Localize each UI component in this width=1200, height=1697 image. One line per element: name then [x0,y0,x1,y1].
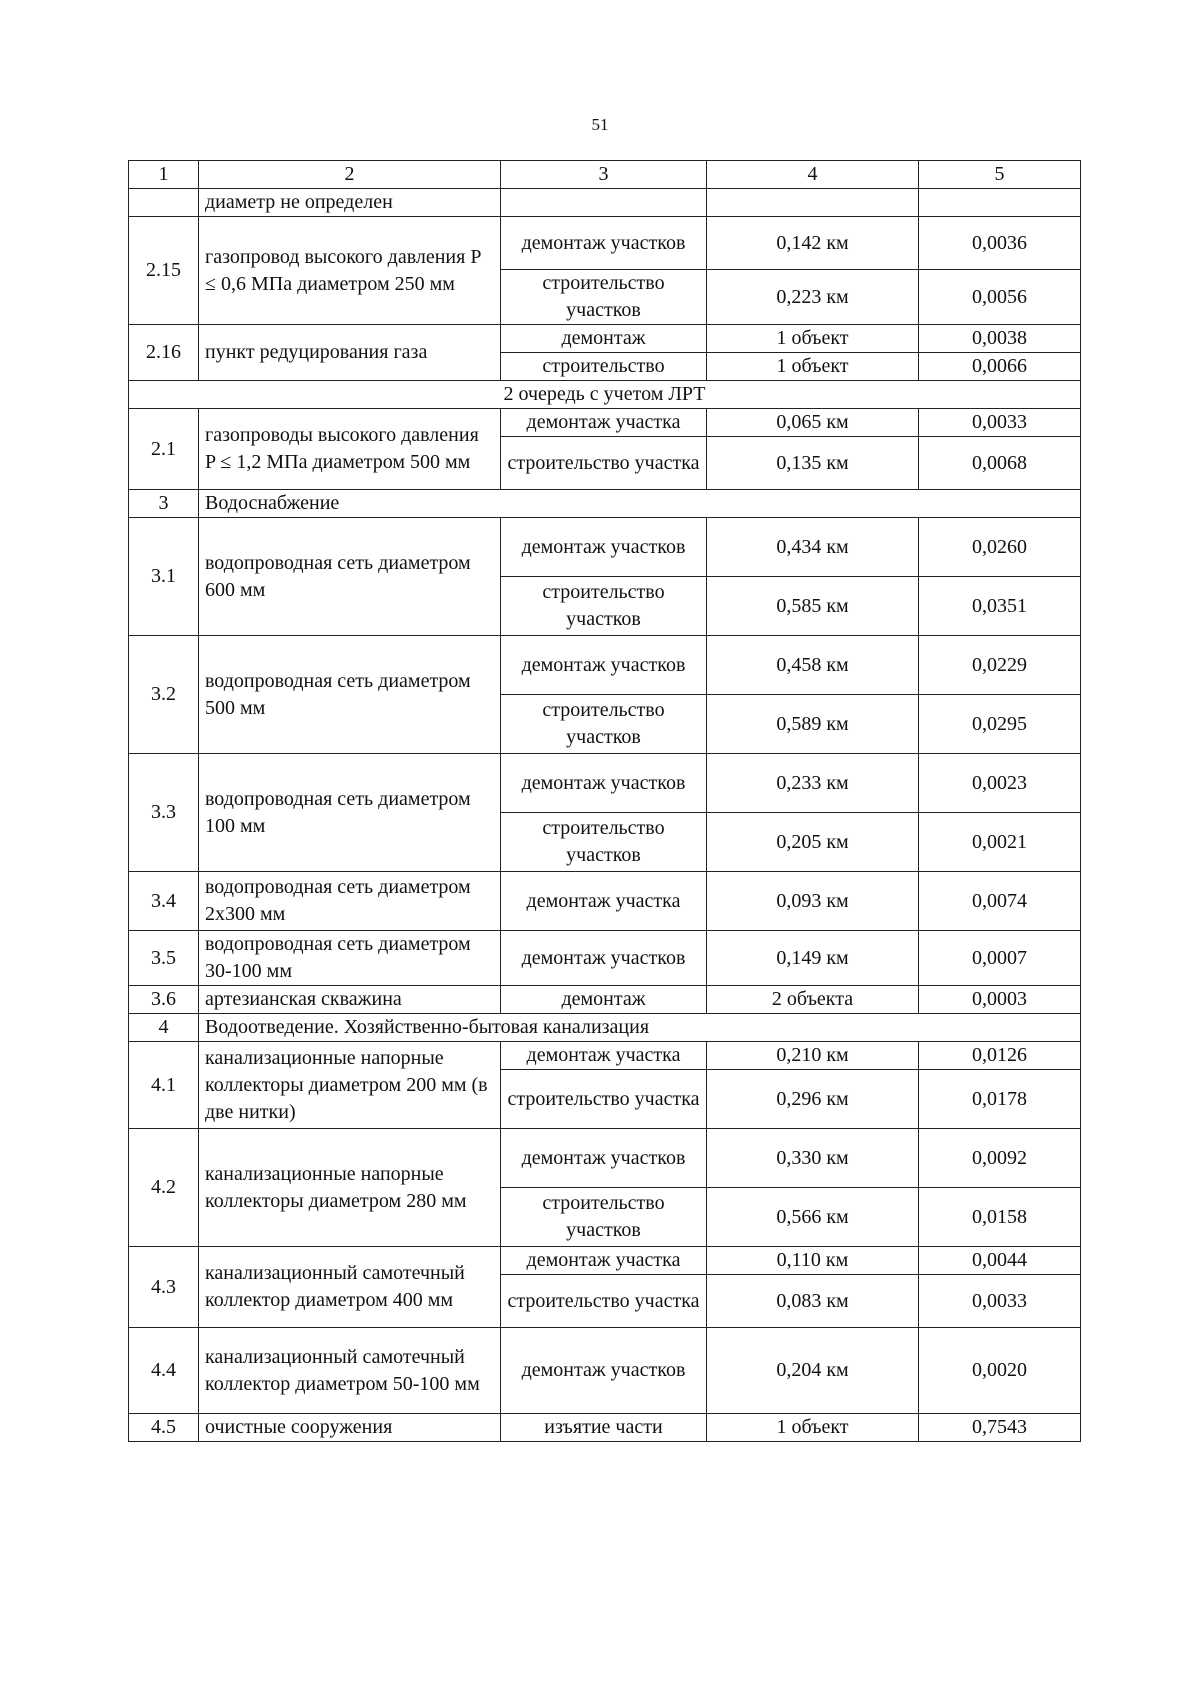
action-cell: строительство участков [501,813,707,872]
object-name: артезианская скважина [199,986,501,1014]
value-cell: 0,0126 [919,1042,1081,1070]
action-cell: демонтаж [501,986,707,1014]
quantity-cell: 0,093 км [707,872,919,931]
action-cell: строительство участков [501,1188,707,1247]
value-cell: 0,0158 [919,1188,1081,1247]
row-number: 3.5 [129,931,199,986]
quantity-cell: 0,110 км [707,1247,919,1275]
quantity-cell: 0,585 км [707,577,919,636]
quantity-cell: 0,135 км [707,437,919,490]
action-cell: демонтаж участков [501,1328,707,1414]
value-cell: 0,0092 [919,1129,1081,1188]
value-cell: 0,0178 [919,1070,1081,1129]
table-row [129,1414,1081,1442]
object-name: газопровод высокого давления P ≤ 0,6 МПа диаметром 250 мм [199,217,501,325]
section-title: Водоснабжение [199,490,1081,518]
quantity-cell: 1 объект [707,353,919,381]
column-header: 1 [129,161,199,189]
action-cell: изъятие части [501,1414,707,1442]
page-number: 51 [591,115,609,134]
value-cell: 0,0260 [919,518,1081,577]
section-row [129,1014,1081,1042]
section-row [129,490,1081,518]
row-number: 3.4 [129,872,199,931]
value-cell: 0,0003 [919,986,1081,1014]
quantity-cell: 0,434 км [707,518,919,577]
table-row [129,1247,1081,1275]
value-cell: 0,0021 [919,813,1081,872]
action-cell: демонтаж участков [501,217,707,270]
quantity-cell: 0,083 км [707,1275,919,1328]
section-row [129,381,1081,409]
row-number: 3.1 [129,518,199,636]
table-row [129,409,1081,437]
quantity-cell: 0,566 км [707,1188,919,1247]
row-number: 4.2 [129,1129,199,1247]
object-name: водопроводная сеть диаметром 600 мм [199,518,501,636]
table-row [129,189,1081,217]
row-number: 3.2 [129,636,199,754]
object-name: диаметр не определен [199,189,501,217]
row-number: 4.5 [129,1414,199,1442]
object-name: водопроводная сеть диаметром 2х300 мм [199,872,501,931]
object-name: газопроводы высокого давления P ≤ 1,2 МПа диаметром 500 мм [199,409,501,490]
value-cell: 0,0229 [919,636,1081,695]
object-name: водопроводная сеть диаметром 100 мм [199,754,501,872]
column-header: 5 [919,161,1081,189]
object-name: пункт редуцирования газа [199,325,501,381]
table-row [129,1042,1081,1070]
quantity-cell: 0,330 км [707,1129,919,1188]
row-number: 2.1 [129,409,199,490]
section-title: 2 очередь с учетом ЛРТ [129,381,1081,409]
table-row [129,1129,1081,1188]
action-cell: строительство участка [501,1275,707,1328]
value-cell: 0,0023 [919,754,1081,813]
row-number: 2.15 [129,217,199,325]
object-name: канализационные напорные коллекторы диаметром 200 мм (в две нитки) [199,1042,501,1129]
column-header: 2 [199,161,501,189]
action-cell: демонтаж участков [501,931,707,986]
quantity-cell: 0,458 км [707,636,919,695]
row-number: 3.6 [129,986,199,1014]
column-header: 4 [707,161,919,189]
quantity-cell: 0,205 км [707,813,919,872]
value-cell: 0,0068 [919,437,1081,490]
value-cell: 0,0036 [919,217,1081,270]
action-cell: демонтаж участков [501,1129,707,1188]
quantity-cell: 0,065 км [707,409,919,437]
value-cell: 0,0056 [919,270,1081,325]
row-number: 4.3 [129,1247,199,1328]
value-cell: 0,0033 [919,409,1081,437]
table-row [129,931,1081,986]
row-number: 2.16 [129,325,199,381]
quantity-cell: 0,223 км [707,270,919,325]
action-cell: строительство участков [501,270,707,325]
quantity-cell: 0,149 км [707,931,919,986]
object-name: водопроводная сеть диаметром 500 мм [199,636,501,754]
table-header-row [129,161,1081,189]
quantity-cell: 1 объект [707,1414,919,1442]
action-cell: строительство участка [501,1070,707,1129]
quantity-cell: 0,204 км [707,1328,919,1414]
quantity-cell: 0,233 км [707,754,919,813]
object-name: канализационные напорные коллекторы диаметром 280 мм [199,1129,501,1247]
action-cell: демонтаж участка [501,1042,707,1070]
action-cell: демонтаж участков [501,636,707,695]
value-cell: 0,0038 [919,325,1081,353]
quantity-cell: 0,589 км [707,695,919,754]
value-cell: 0,7543 [919,1414,1081,1442]
object-name: канализационный самотечный коллектор диаметром 400 мм [199,1247,501,1328]
value-cell: 0,0033 [919,1275,1081,1328]
table-row [129,754,1081,813]
action-cell: демонтаж участков [501,518,707,577]
action-cell: демонтаж участка [501,1247,707,1275]
action-cell: строительство участков [501,695,707,754]
value-cell: 0,0007 [919,931,1081,986]
table-row [129,217,1081,270]
action-cell: строительство участка [501,437,707,490]
quantity-cell: 0,296 км [707,1070,919,1129]
value-cell: 0,0066 [919,353,1081,381]
value-cell: 0,0295 [919,695,1081,754]
action-cell: строительство [501,353,707,381]
table-row [129,872,1081,931]
action-cell: демонтаж [501,325,707,353]
table-row [129,325,1081,353]
value-cell: 0,0044 [919,1247,1081,1275]
section-number: 3 [129,490,199,518]
quantity-cell: 0,210 км [707,1042,919,1070]
value-cell: 0,0020 [919,1328,1081,1414]
quantity-cell: 0,142 км [707,217,919,270]
table-row [129,1328,1081,1414]
object-name: водопроводная сеть диаметром 30-100 мм [199,931,501,986]
data-table [128,160,1081,1442]
object-name: очистные сооружения [199,1414,501,1442]
table-row [129,518,1081,577]
table-row [129,636,1081,695]
row-number: 3.3 [129,754,199,872]
row-number: 4.4 [129,1328,199,1414]
row-number: 4.1 [129,1042,199,1129]
action-cell: демонтаж участков [501,754,707,813]
action-cell: демонтаж участка [501,409,707,437]
quantity-cell: 2 объекта [707,986,919,1014]
action-cell: демонтаж участка [501,872,707,931]
object-name: канализационный самотечный коллектор диаметром 50-100 мм [199,1328,501,1414]
quantity-cell: 1 объект [707,325,919,353]
section-number: 4 [129,1014,199,1042]
value-cell: 0,0074 [919,872,1081,931]
table-row [129,986,1081,1014]
section-title: Водоотведение. Хозяйственно-бытовая канализация [199,1014,1081,1042]
value-cell: 0,0351 [919,577,1081,636]
action-cell: строительство участков [501,577,707,636]
column-header: 3 [501,161,707,189]
